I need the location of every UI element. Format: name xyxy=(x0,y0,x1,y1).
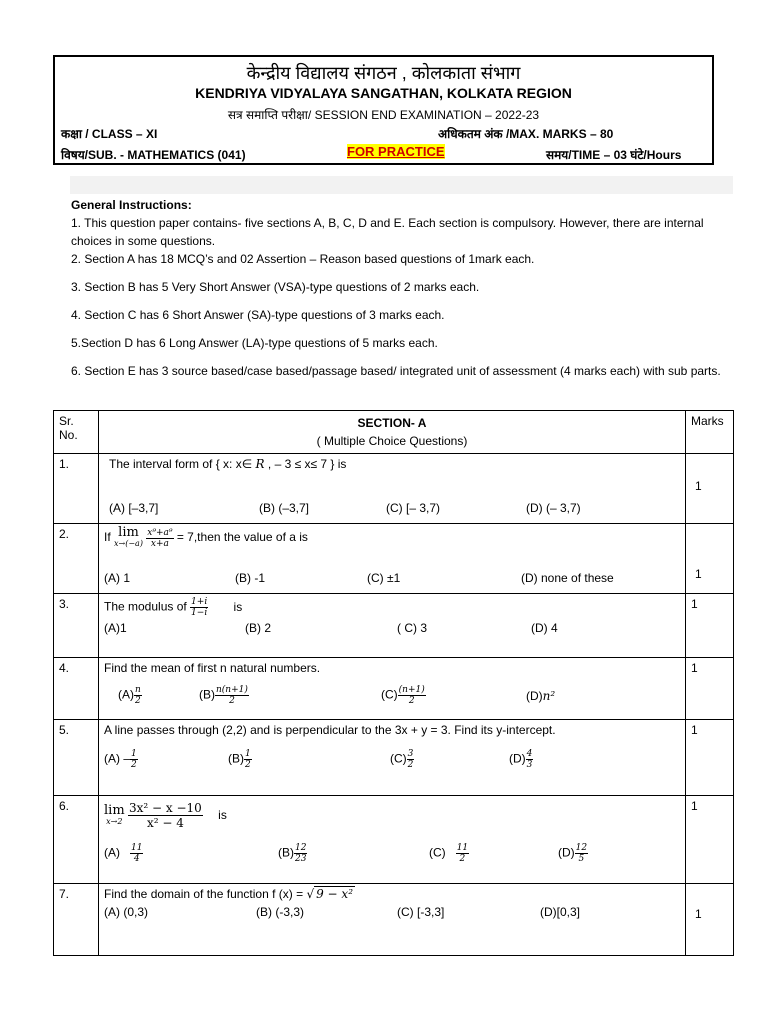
square-root: √ 9 − x² xyxy=(306,887,354,901)
question-cell xyxy=(99,658,686,720)
fraction: $\frac{\text{x⁹+a⁹}}{x+a}$ xyxy=(147,527,173,549)
question-number: 2. xyxy=(54,524,99,594)
option-b: (B) $\frac{12}{23}$ xyxy=(278,843,307,864)
question-cell xyxy=(99,454,686,524)
question-number: 1. xyxy=(54,454,99,524)
question-text: The modulus of $\frac{1+i}{1-i}$ is xyxy=(104,597,243,618)
question-number: 5. xyxy=(54,720,99,796)
instruction-item: 4. Section C has 6 Short Answer (SA)-type questions of 3 marks each. xyxy=(71,308,445,322)
marks-cell xyxy=(686,454,734,524)
header-org-name: KENDRIYA VIDYALAYA SANGATHAN, KOLKATA REGION xyxy=(195,85,572,101)
question-text: If lim x→(−a) $\frac{\text{x⁹+a⁹}}{x+a}$ = 7,then the value of a is xyxy=(104,525,308,549)
option-b: (B) -1 xyxy=(235,571,265,585)
option-d: (D)[0,3] xyxy=(540,905,581,919)
option-c: (C) [-3,3] xyxy=(397,905,445,919)
option-d: (D) $\frac{4}{3}$ xyxy=(509,749,533,770)
option-c: (C) $\frac{(n+1)}{2}$ xyxy=(381,685,425,706)
option-a: (A) [–3,7] xyxy=(109,501,159,515)
table-row xyxy=(54,524,734,594)
marks-cell xyxy=(686,594,734,658)
option-c: ( C) 3 xyxy=(397,621,427,635)
separator-band xyxy=(70,176,733,194)
question-marks: 1 xyxy=(691,723,698,737)
question-cell xyxy=(99,594,686,658)
question-text: Find the mean of first n natural numbers. xyxy=(104,661,321,675)
question-cell xyxy=(99,796,686,884)
table-header-row xyxy=(54,411,734,454)
option-b: (B) (-3,3) xyxy=(256,905,304,919)
section-header xyxy=(99,411,686,454)
limit-expression: lim x→(−a) xyxy=(114,525,143,548)
header-subject: विषय/SUB. - MATHEMATICS (041) xyxy=(61,148,246,162)
header-max-marks: अधिकतम अंक /MAX. MARKS – 80 xyxy=(438,127,614,141)
fraction: $\frac{\text{3x² − x −10}}{\text{x² − 4}}$ xyxy=(129,801,202,830)
header-exam-hindi: सत्र समाप्ति परीक्षा/ xyxy=(227,108,312,122)
question-marks: 1 xyxy=(691,661,698,675)
general-instructions xyxy=(71,196,726,380)
question-number: 4. xyxy=(54,658,99,720)
marks-cell xyxy=(686,524,734,594)
question-marks: 1 xyxy=(695,567,702,581)
instruction-item: 6. Section E has 3 source based/case based/passage based/ integrated unit of assessment (4 marks each) with sub parts. xyxy=(71,364,721,378)
instructions-title: General Instructions: xyxy=(71,198,192,212)
question-number: 6. xyxy=(54,796,99,884)
header-class: कक्षा / CLASS – XI xyxy=(61,127,158,141)
option-c: (C) ±1 xyxy=(367,571,401,585)
option-a: (A) (0,3) xyxy=(104,905,149,919)
option-b: (B) 2 xyxy=(245,621,272,635)
question-cell xyxy=(99,524,686,594)
instruction-item: 3. Section B has 5 Very Short Answer (VSA)-type questions of 2 marks each. xyxy=(71,280,480,294)
option-a: (A)1 xyxy=(104,621,127,635)
sr-no-header: Sr. No. xyxy=(54,411,99,454)
question-marks: 1 xyxy=(695,479,702,493)
marks-cell xyxy=(686,884,734,956)
exam-header xyxy=(53,55,714,165)
marks-cell xyxy=(686,796,734,884)
marks-header: Marks xyxy=(686,411,734,454)
for-practice-label: FOR PRACTICE xyxy=(347,144,445,159)
option-d: (D)n² xyxy=(526,689,556,703)
table-row xyxy=(54,658,734,720)
question-marks: 1 xyxy=(695,907,702,921)
header-time: समय/TIME – 03 घंटे/Hours xyxy=(546,148,682,162)
question-cell xyxy=(99,720,686,796)
table-row xyxy=(54,454,734,524)
option-b: (B) (–3,7] xyxy=(259,501,310,515)
option-d: (D) 4 xyxy=(531,621,558,635)
instruction-item: 5.Section D has 6 Long Answer (LA)-type questions of 5 marks each. xyxy=(71,336,438,350)
option-a: (A) $\frac{n}{2}$ xyxy=(118,685,141,706)
question-text: lim x→2 $\frac{\text{3x² − x −10}}{\text{x² − 4}}$ is xyxy=(104,801,227,830)
marks-cell xyxy=(686,658,734,720)
limit-expression: lim x→2 xyxy=(104,802,125,826)
option-a: (A) 1 xyxy=(104,571,131,585)
section-subtitle: ( Multiple Choice Questions) xyxy=(316,434,468,448)
option-a: (A) $\frac{11}{4}$ xyxy=(104,843,143,864)
instruction-item: 2. Section A has 18 MCQ’s and 02 Assertion – Reason based questions of 1mark each. xyxy=(71,252,535,266)
header-exam-english: SESSION END EXAMINATION – 2022-23 xyxy=(311,108,540,122)
table-row xyxy=(54,720,734,796)
table-row xyxy=(54,594,734,658)
option-d: (D) $\frac{12}{5}$ xyxy=(558,843,588,864)
option-c: (C) $\frac{11}{2}$ xyxy=(429,843,469,864)
marks-cell xyxy=(686,720,734,796)
table-row xyxy=(54,796,734,884)
option-b: (B) $\frac{n(n+1)}{2}$ xyxy=(199,685,248,706)
fraction: $\frac{1+i}{1-i}$ xyxy=(191,597,208,618)
questions-table xyxy=(53,410,734,956)
question-text: Find the domain of the function f (x) = √ 9 − x² xyxy=(104,887,354,901)
instruction-item: 1. This question paper contains- five sections A, B, C, D and E. Each section is compulsory. However, there are internal choices in some questions. xyxy=(71,216,704,248)
option-c: (C) $\frac{3}{2}$ xyxy=(390,749,414,770)
question-number: 7. xyxy=(54,884,99,956)
question-marks: 1 xyxy=(691,597,698,611)
option-c: (C) [– 3,7) xyxy=(386,501,441,515)
question-number: 3. xyxy=(54,594,99,658)
question-text: A line passes through (2,2) and is perpendicular to the 3x + y = 3. Find its y-intercept. xyxy=(104,723,556,737)
option-d: (D) (– 3,7) xyxy=(526,501,581,515)
section-title: SECTION- A xyxy=(357,416,427,430)
option-b: (B) $\frac{1}{2}$ xyxy=(228,749,251,770)
question-text: The interval form of { x: x∈ R , – 3 ≤ x≤ 7 } is xyxy=(109,457,347,471)
question-marks: 1 xyxy=(691,799,698,813)
header-exam-name xyxy=(55,106,712,123)
question-cell xyxy=(99,884,686,956)
table-row xyxy=(54,884,734,956)
option-d: (D) none of these xyxy=(521,571,614,585)
option-a: (A) – $\frac{1}{2}$ xyxy=(104,749,137,770)
header-hindi-title: केन्द्रीय विद्यालय संगठन , कोलकाता संभाग xyxy=(246,63,521,83)
